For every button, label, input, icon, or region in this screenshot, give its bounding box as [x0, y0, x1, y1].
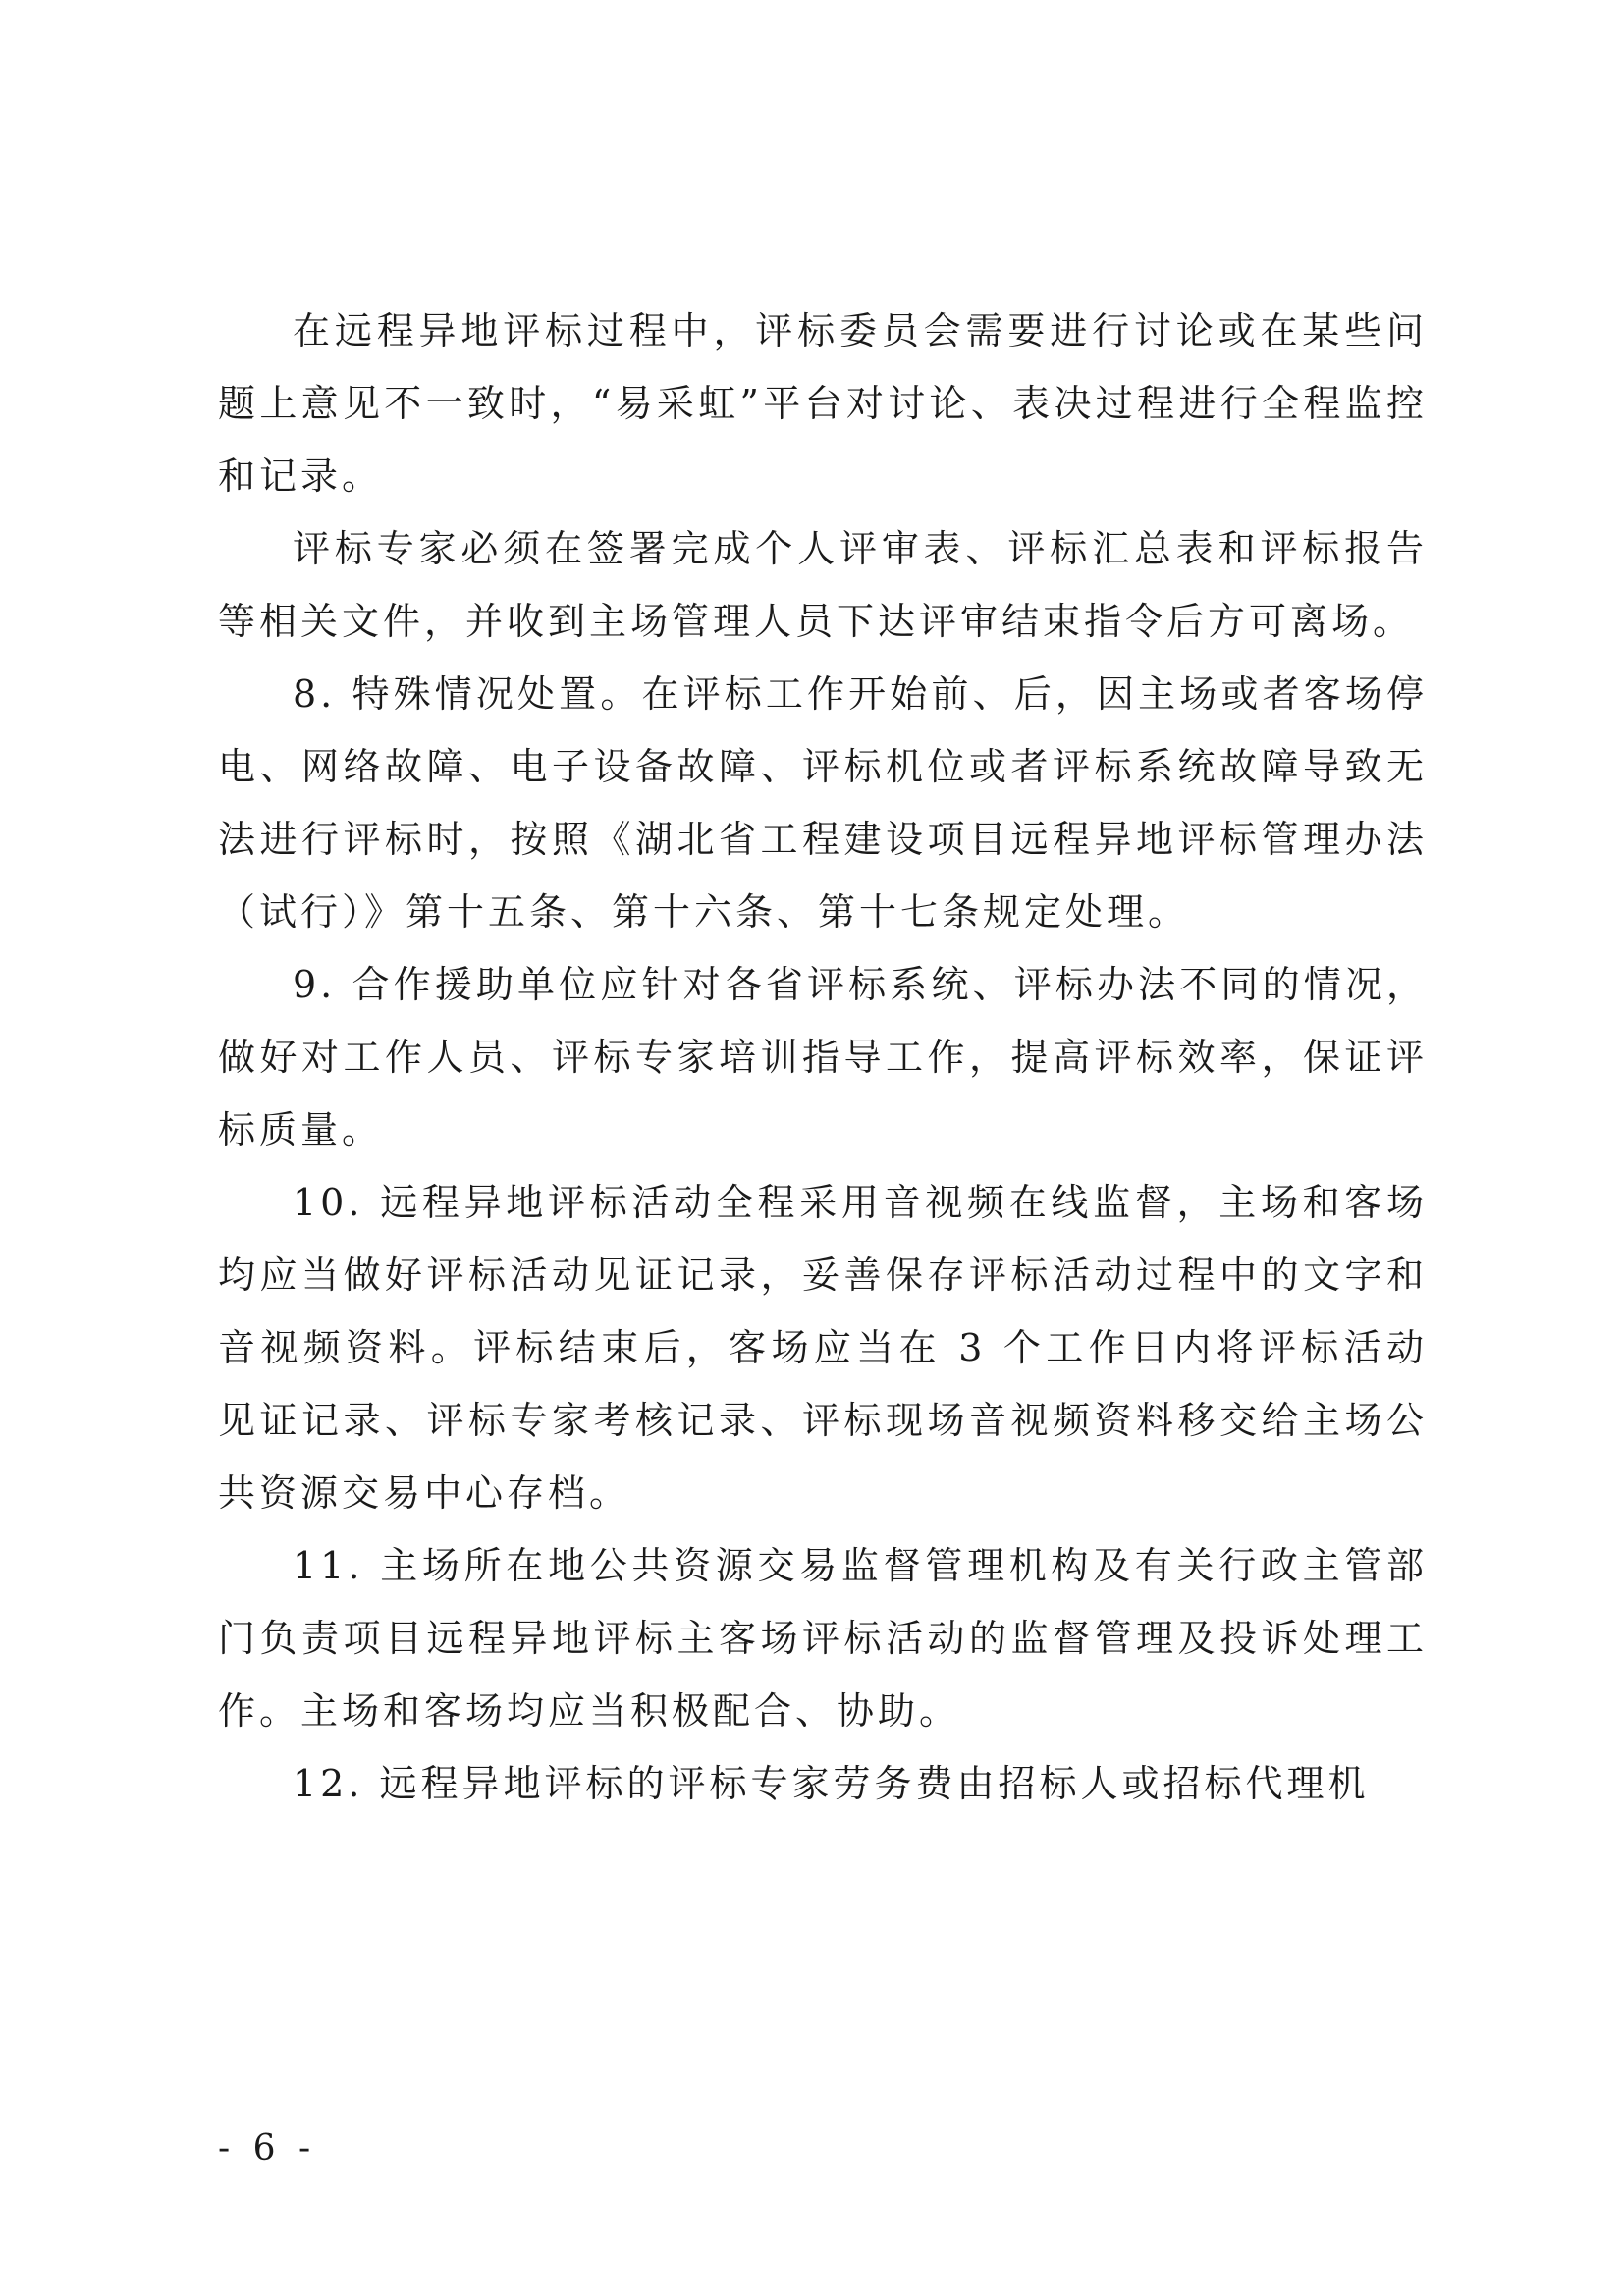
paragraph-remote-discussion: 在远程异地评标过程中，评标委员会需要进行讨论或在某些问题上意见不一致时，“易采虹”平台对讨论、表决过程进行全程监控和记录。: [218, 309, 1428, 498]
paragraph-item-11: 11. 主场所在地公共资源交易监督管理机构及有关行政主管部门负责项目远程异地评标主客场评标活动的监督管理及投诉处理工作。主场和客场均应当积极配合、协助。: [218, 1544, 1428, 1733]
paragraph-item-8: 8. 特殊情况处置。在评标工作开始前、后，因主场或者客场停电、网络故障、电子设备故障、评标机位或者评标系统故障导致无法进行评标时，按照《湖北省工程建设项目远程异地评标管理办法（试行）》第十五条、第十六条、第十七条规定处理。: [218, 672, 1428, 934]
paragraph-item-9: 9. 合作援助单位应针对各省评标系统、评标办法不同的情况，做好对工作人员、评标专家培训指导工作，提高评标效率，保证评标质量。: [218, 963, 1428, 1151]
paragraph-item-10: 10. 远程异地评标活动全程采用音视频在线监督，主场和客场均应当做好评标活动见证记录，妥善保存评标活动过程中的文字和音视频资料。评标结束后，客场应当在 3 个工作日内将评标活动见证记录、评标专家考核记录、评标现场音视频资料移交给主场公共资源交易中心存档。: [218, 1181, 1428, 1515]
page-number: - 6 -: [218, 2128, 317, 2168]
paragraph-expert-leave: 评标专家必须在签署完成个人评审表、评标汇总表和评标报告等相关文件，并收到主场管理人员下达评审结束指令后方可离场。: [218, 527, 1428, 643]
paragraph-item-12: 12. 远程异地评标的评标专家劳务费由招标人或招标代理机: [293, 1762, 1370, 1805]
body-text: [218, 294, 1428, 1820]
